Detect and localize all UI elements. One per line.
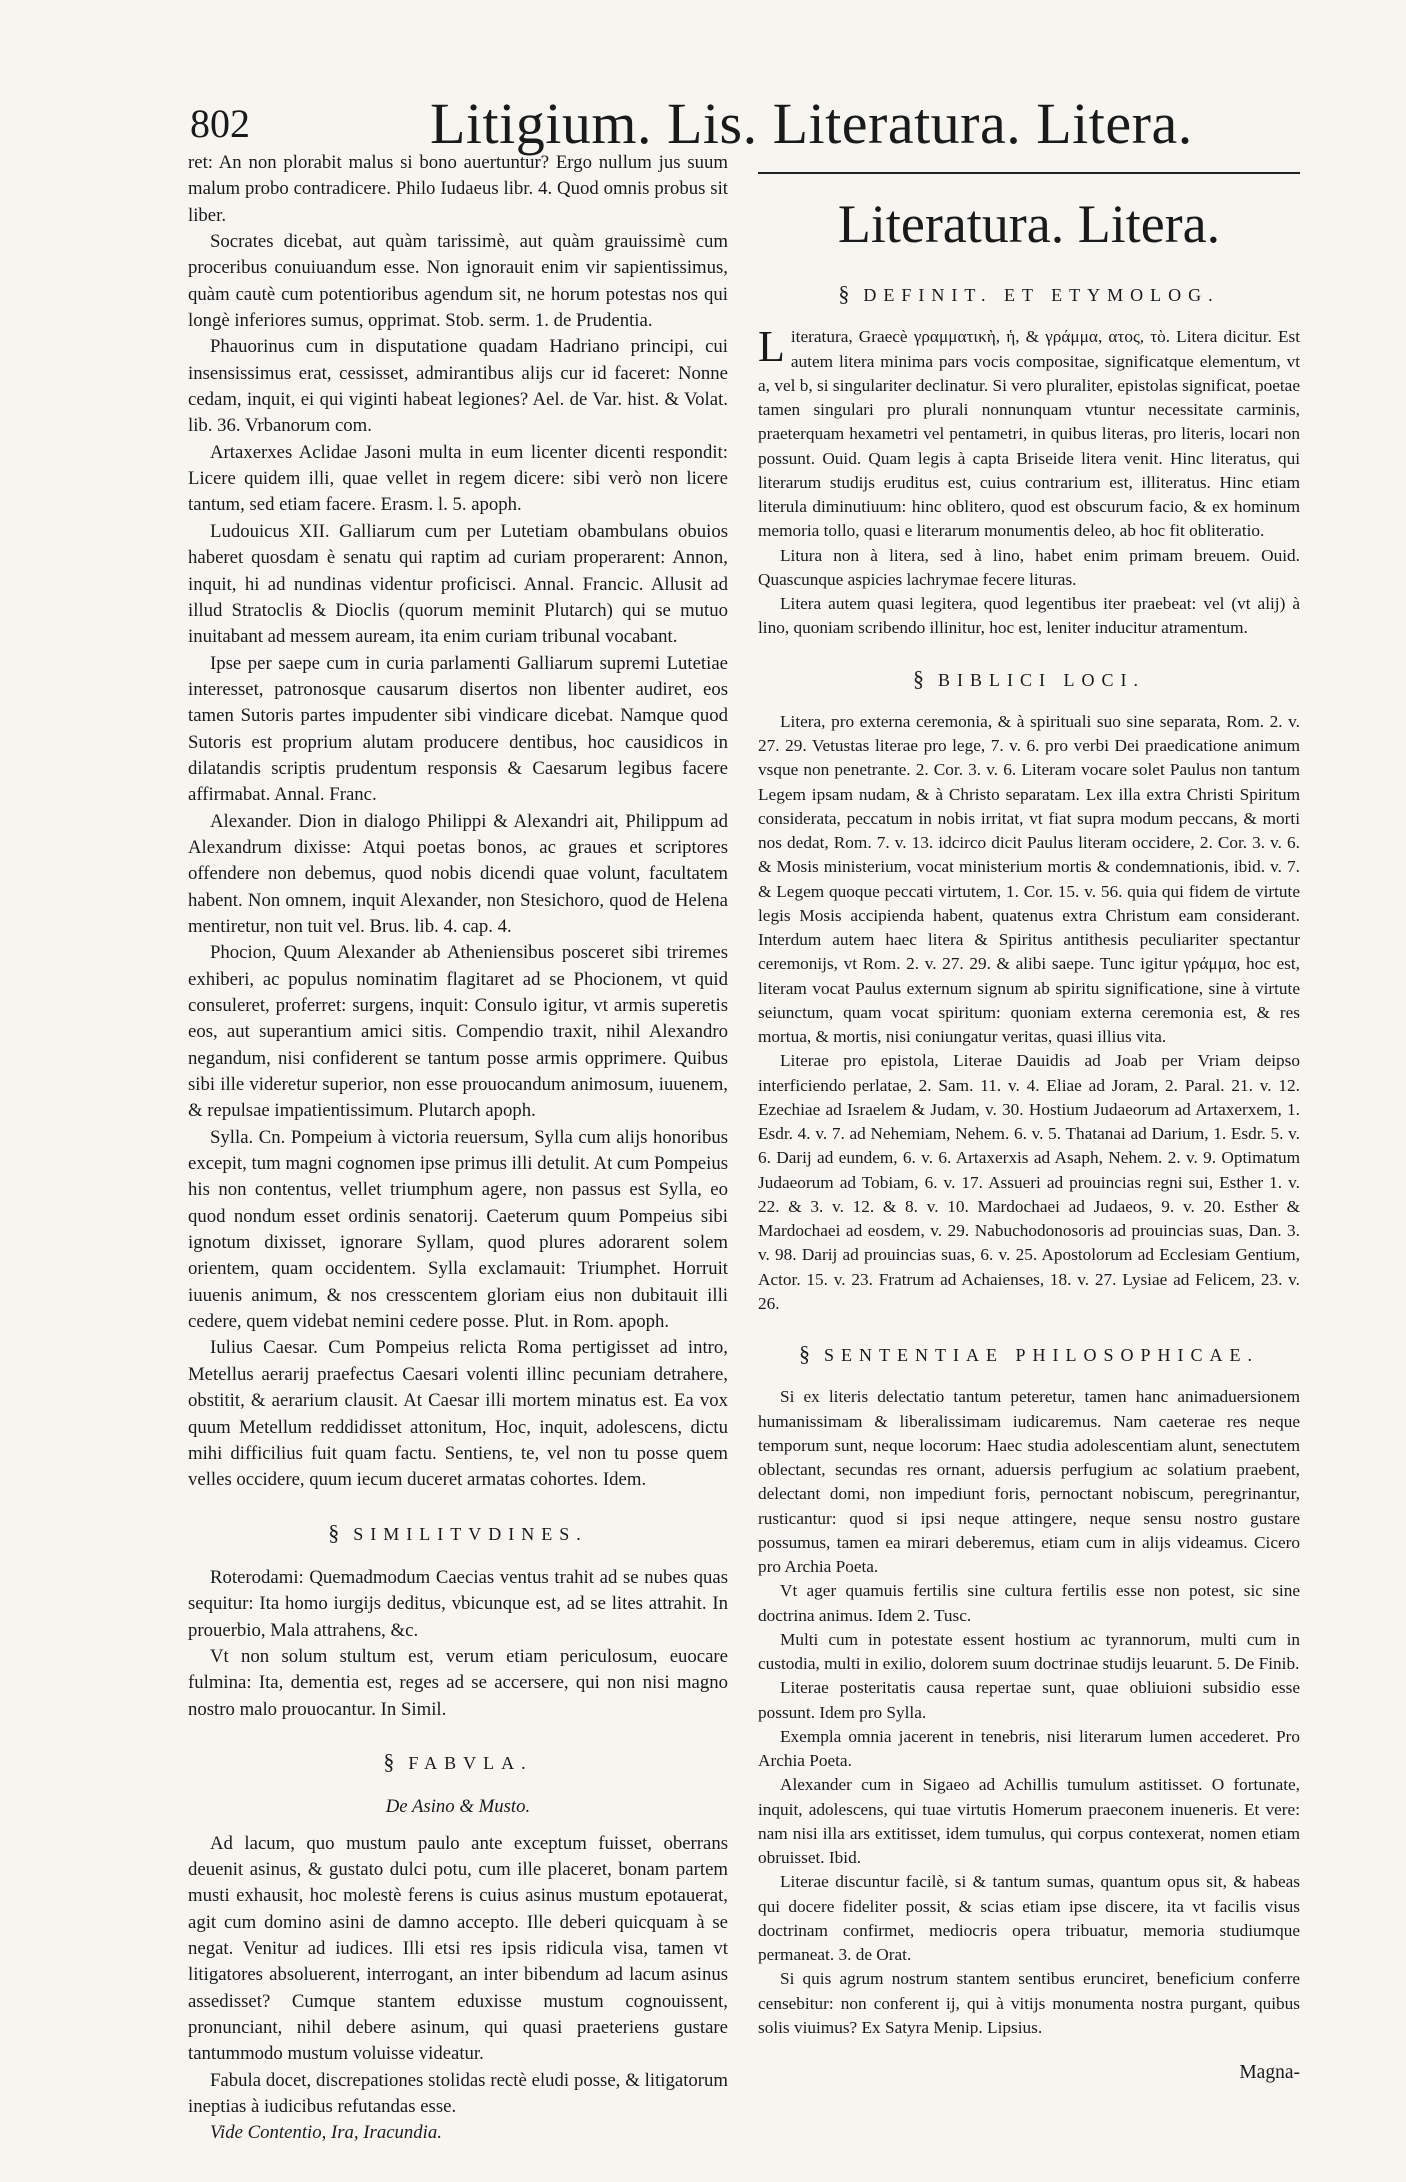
paragraph: Litera autem quasi legitera, quod legentibus iter praebeat: vel (vt alij) à lino, quoniam scribendo illinitur, hoc est, leniter inducitur atramentum. (758, 594, 1300, 638)
section-heading (758, 667, 1300, 692)
paragraph: Litera, pro externa ceremonia, & à spirituali suo sine separata, Rom. 2. v. 27. 29. Vetustas literae pro lege, 7. v. 6. pro verbi Dei praedicatione animum vsque non penetrante. 2. Cor. 3. v. 6. Literam vocare solet Paulus non tantum Legem ipsam nudam, & à Christo separatam. Lex illa extra Christi Spiritum considerata, peccatum in nobis irritat, vt fiat supra modum peccans, & morti nos dedat, Rom. 7. v. 13. idcirco dicit Paulus literam occidere, 2. Cor. 3. v. 6. & Mosis ministerium, vocat ministerium mortis & condemnationis, ibid. v. 7. & Legem quoque peccati virtutem, 1. Cor. 15. v. 56. quia qui fidem de virtute legis Mosis accipienda habent, quatenus extra Christum eam considerant. Interdum autem haec litera & Spiritus antithesis peculiariter spectantur ceremonijs, vt Rom. 2. v. 27. 29. & alibi saepe. Tunc igitur γράμμα, hoc est, literam vocat Paulus externum signum ab spiritu significatione, sine à virtute seiunctum, quam vocat spiritum: quoniam externa ceremonia est, & res mortua, & mortis, nisi coniungatur veritas, quasi illius vita. (758, 711, 1300, 1046)
paragraph: Iulius Caesar. Cum Pompeius relicta Roma pertigisset ad intro, Metellus aerarij praefectus Caesari volenti illinc pecuniam detrahere, obstitit, & aerarium clausit. At Caesar illi mortem minatus est. Ea vox quum Metellum reddidisset attonitum, Hoc, inquit, adolescens, dictu mihi difficilius fuit quam factu. Sentiens, te, vel non tu posse quem velles occidere, quum iecum duceret armatas cohortes. Idem. (188, 1337, 728, 1491)
paragraph: Roterodami: Quemadmodum Caecias ventus trahit ad se nubes quas sequitur: Ita homo iurgijs deditus, vbicunque est, ad se lites attrahit. In prouerbio, Mala attrahens, &c. (188, 1566, 728, 1641)
paragraph: Artaxerxes Aclidae Jasoni multa in eum licenter dicenti respondit: Licere quidem illi, quae vellet in regem dicere: sibi verò non licere tantum, sed etiam facere. Erasm. l. 5. apoph. (188, 441, 728, 516)
paragraph: Literae posteritatis causa repertae sunt, quae obliuioni subsidio esse possunt. Idem pro Sylla. (758, 1678, 1300, 1722)
paragraph: Ludouicus XII. Galliarum cum per Lutetiam obambulans obuios haberet quosdam è senatu qui raptim ad curiam properarent: Annon, inquit, hi ad nundinas videntur proficisci. Annal. Francic. Allusit ad illud Stratoclis & Dioclis (quorum meminit Plutarch) qui se mutuo inuitabant ad messem auream, ita enim curiam tribunal vocabant. (188, 520, 728, 648)
right-column (758, 168, 1300, 2040)
paragraph: Alexander. Dion in dialogo Philippi & Alexandri ait, Philippum ad Alexandrum dixisse: Atqui poetas bonos, ac graues et scriptores offendere non debemus, quod nobis dicendi quae volunt, facultatem habent. Non omnem, inquit Alexander, non Stesichoro, quod de Helena mentiretur, non tuit vel. Brus. lib. 4. cap. 4. (188, 810, 728, 937)
paragraph: ret: An non plorabit malus si bono auertuntur? Ergo nullum jus suum malum probo contradicere. Philo Iudaeus libr. 4. Quod omnis probus sit liber. (188, 152, 728, 226)
section-heading-text: BIBLICI LOCI. (938, 669, 1145, 690)
catchword: Magna- (1239, 2062, 1300, 2083)
section-heading (758, 1342, 1300, 1367)
section-mark: § (328, 1519, 340, 1545)
section-mark: § (913, 665, 924, 691)
section-heading-text: SIMILITVDINES. (353, 1523, 588, 1544)
fable-title: De Asino & Musto. (385, 1796, 531, 1818)
paragraph: Socrates dicebat, aut quàm tarissimè, aut quàm grauissimè cum proceribus conuiuandum esse. Non ignorauit enim vir sapientissimus, quàm cautè cum potentioribus agendum sit, ne horum potestas nos qui longè inferiores sumus, opprimat. Stob. serm. 1. de Prudentia. (188, 231, 728, 332)
section-heading (758, 282, 1300, 307)
paragraph: Literae discuntur facilè, si & tantum sumas, quantum opus sit, & habeas qui docere fideliter possit, & scias etiam ipse discere, ita vt facilis visus doctrinam confirmet, mediocris opera tribuatur, memoria studiumque permaneat. 3. de Orat. (758, 1872, 1300, 1964)
running-title: Litigium. Lis. Literatura. Litera. (430, 91, 1193, 156)
paragraph: Si quis agrum nostrum stantem sentibus erunciret, beneficium conferre censebitur: non conferent ij, qui à vitijs monumenta nostra purgant, quibus solis viuimus? Ex Satyra Menip. Lipsius. (758, 1969, 1300, 2037)
section-heading (188, 1520, 728, 1547)
paragraph: Sylla. Cn. Pompeium à victoria reuersum, Sylla cum alijs honoribus excepit, tum magni cognomen ipse primus illi detulit. At cum Pompeius his non contentus, vellet triumphum agere, non passus est Sylla, eo quod nondum esset ordinis senatorij. Caeterum quum Pompeius sibi ignotum dixisset, ignorare Syllam, quod plures adorarent solem orientem, quam occidentem. Sylla exclamauit: Triumphet. Horruit iuuenis animum, & nos cresscentem gloriam eius non dubitauit illi cedere, quem videbat nemini cedere posse. Plut. in Rom. apoph. (188, 1126, 728, 1333)
paragraph: Alexander cum in Sigaeo ad Achillis tumulum astitisset. O fortunate, inquit, adolescens, qui tuae virtutis Homerum praeconem inueneris. Et vere: nam nisi illa ars extitisset, idem tumulus, qui corpus contexerat, nomen etiam obruisset. Ibid. (758, 1775, 1300, 1867)
paragraph: Phauorinus cum in disputatione quadam Hadriano principi, cui insensissimus erat, cessisset, admirantibus alijs cur id faceret: Nonne cedam, inquit, ei qui viginti habeat legiones? Ael. de Var. hist. & Volat. lib. 36. Vrbanorum com. (188, 336, 728, 437)
section-mark: § (383, 1748, 395, 1774)
page-number: 802 (190, 101, 250, 146)
paragraph: Si ex literis delectatio tantum peteretur, tamen hanc animaduersionem humanissimam & liberalissimam iudicaremus. Nam caeterae res neque temporum sunt, neque locorum: Haec studia adolescentiam alunt, senectutem oblectant, secundas res ornant, aduersis perfugium ac solatium praebent, delectant domi, non impediunt foris, pernoctant nobiscum, peregrinantur, rusticantur: quod si ipsi neque attingere, neque sensu nostro gustare possumus, tamen ea mirari deberemus, etiam cum in alijs videamus. Cicero pro Archia Poeta. (758, 1387, 1300, 1576)
title-rule (758, 172, 1300, 174)
section-mark: § (838, 281, 850, 306)
paragraph: Vt ager quamuis fertilis sine cultura fertilis esse non potest, sic sine doctrina animus. Idem 2. Tusc. (758, 1581, 1300, 1625)
paragraph: Vt non solum stultum est, verum etiam periculosum, euocare fulmina: Ita, dementia est, reges ad se accersere, qui non nisi magno nostro malo prouocantur. In Simil. (188, 1645, 728, 1720)
section-heading (188, 1749, 728, 1776)
paragraph: Litura non à litera, sed à lino, habet enim primam breuem. Ouid. Quascunque aspicies lachrymae fecere lituras. (758, 545, 1300, 589)
paragraph: Multi cum in potestate essent hostium ac tyrannorum, multi cum in custodia, multi in exilio, dolorem suum doctrinae studijs leuarunt. 5. De Finib. (758, 1629, 1300, 1673)
section-mark: § (799, 1341, 810, 1366)
article-title: Literatura. Litera. (837, 194, 1221, 254)
paragraph: Fabula docet, discrepationes stolidas rectè eludi posse, & litigatorum ineptias à iudicibus refutandas esse. (188, 2069, 728, 2118)
paragraph: Phocion, Quum Alexander ab Atheniensibus posceret sibi triremes exhiberi, ac populus nominatim flagitaret ad se Phocionem, vt quid consuleret, proferret: surgens, inquit: Consulo igitur, vt armis superetis eos, aut superantium amici sitis. Compendio traxit, nihil Alexandro negandum, nisi confiderent se tantum posse armis opprimere. Quibus sibi ille videretur superior, non esse prouocandum animosum, iuuenem, & repulsae impatientissimum. Plutarch apoph. (188, 942, 728, 1122)
paragraph: Literatura, Graecè γραμματικὴ, ἡ, & γράμμα, ατος, τὸ. Litera dicitur. Est autem litera minima pars vocis compositae, significatque elementum, vt a, vel b, si singulariter declinatur. Si vero pluraliter, epistolas significat, poetae tamen singulari pro plurali nonnunquam vtuntur necessitate carminis, praeterquam hexametri vel pentametri, in quibus literas, pro literis, locari non possunt. Ouid. Quam legis à capta Briseide litera venit. Hinc literatus, qui literarum studijs eruditus est, cuius contrarium est, illiteratus. Hinc etiam literula diminutiuum: hinc oblitero, quod est obscurum facio, & ex hominum memoria tollo, quasi e literarum monumentis deleo, ab hoc fit obliteratio. (758, 322, 1300, 541)
section-heading-text: SENTENTIAE PHILOSOPHICAE. (824, 1345, 1259, 1365)
section-heading-text: FABVLA. (408, 1752, 533, 1773)
cross-reference: Vide Contentio, Ira, Iracundia. (210, 2122, 442, 2144)
left-column (188, 150, 728, 2147)
paragraph: Literae pro epistola, Literae Dauidis ad Joab per Vriam deipso interficiendo perlatae, 2. Sam. 11. v. 4. Eliae ad Joram, 2. Paral. 21. v. 12. Ezechiae ad Israelem & Judam, v. 30. Hostium Judaeorum ad Artaxerxem, 1. Esdr. 4. v. 7. ad Nehemiam, Nehem. 6. v. 5. Thatanai ad Darium, 1. Esdr. 5. v. 6. Darij ad eundem, 6. v. 6. Artaxerxis ad Asaph, Nehem. 2. v. 9. Optimatum Judaeorum ad Tobiam, 6. v. 17. Assueri ad prouincias regni sui, Esther 1. v. 22. & 3. v. 12. & 8. v. 10. Mardochaei ad Judaeos, 9. v. 20. Esther & Mardochaei ad eosdem, v. 29. Nabuchodonosoris ad prouincias suas, Dan. 3. v. 98. Darij ad prouincias suas, 6. v. 25. Apostolorum ad Ecclesiam Gentium, Actor. 15. v. 23. Fratrum ad Achaienses, 18. v. 27. Lysiae ad Felicem, 23. v. 26. (758, 1051, 1300, 1313)
paragraph: Ipse per saepe cum in curia parlamenti Galliarum supremi Lutetiae interesset, patronosque causarum disertos non libenter audiret, eos tamen Sutoris partes impudenter sibi vindicare dicebat. Namque quod Sutoris est proprium alutam producere dentibus, hoc causidicos in dilatandis scriptis prudentum responsis & Caesarum legibus facere affirmabat. Annal. Franc. (188, 652, 728, 806)
paragraph: Exempla omnia jacerent in tenebris, nisi literarum lumen accederet. Pro Archia Poeta. (758, 1726, 1300, 1770)
paragraph: Ad lacum, quo mustum paulo ante exceptum fuisset, oberrans deuenit asinus, & gustato dulci potu, cum ille placeret, bonam partem musti exhausit, hoc molestè ferens is cuius asinus mustum epotauerat, agit cum domino asini de damno accepto. Ille deberi quicquam à se negat. Venitur ad iudices. Illi etsi res ipsis ridicula visa, tamen vt litigatores absoluerent, interrogant, an inter bibendum ad lacum asinus assedisset? Cumque stantem eduxisse mustum cognouissent, pronunciant, nihil debere asinum, qui quasi praeteriens gustare tantummodo mustum voluisse videatur. (188, 1832, 728, 2065)
section-heading-text: DEFINIT. ET ETYMOLOG. (863, 285, 1220, 305)
